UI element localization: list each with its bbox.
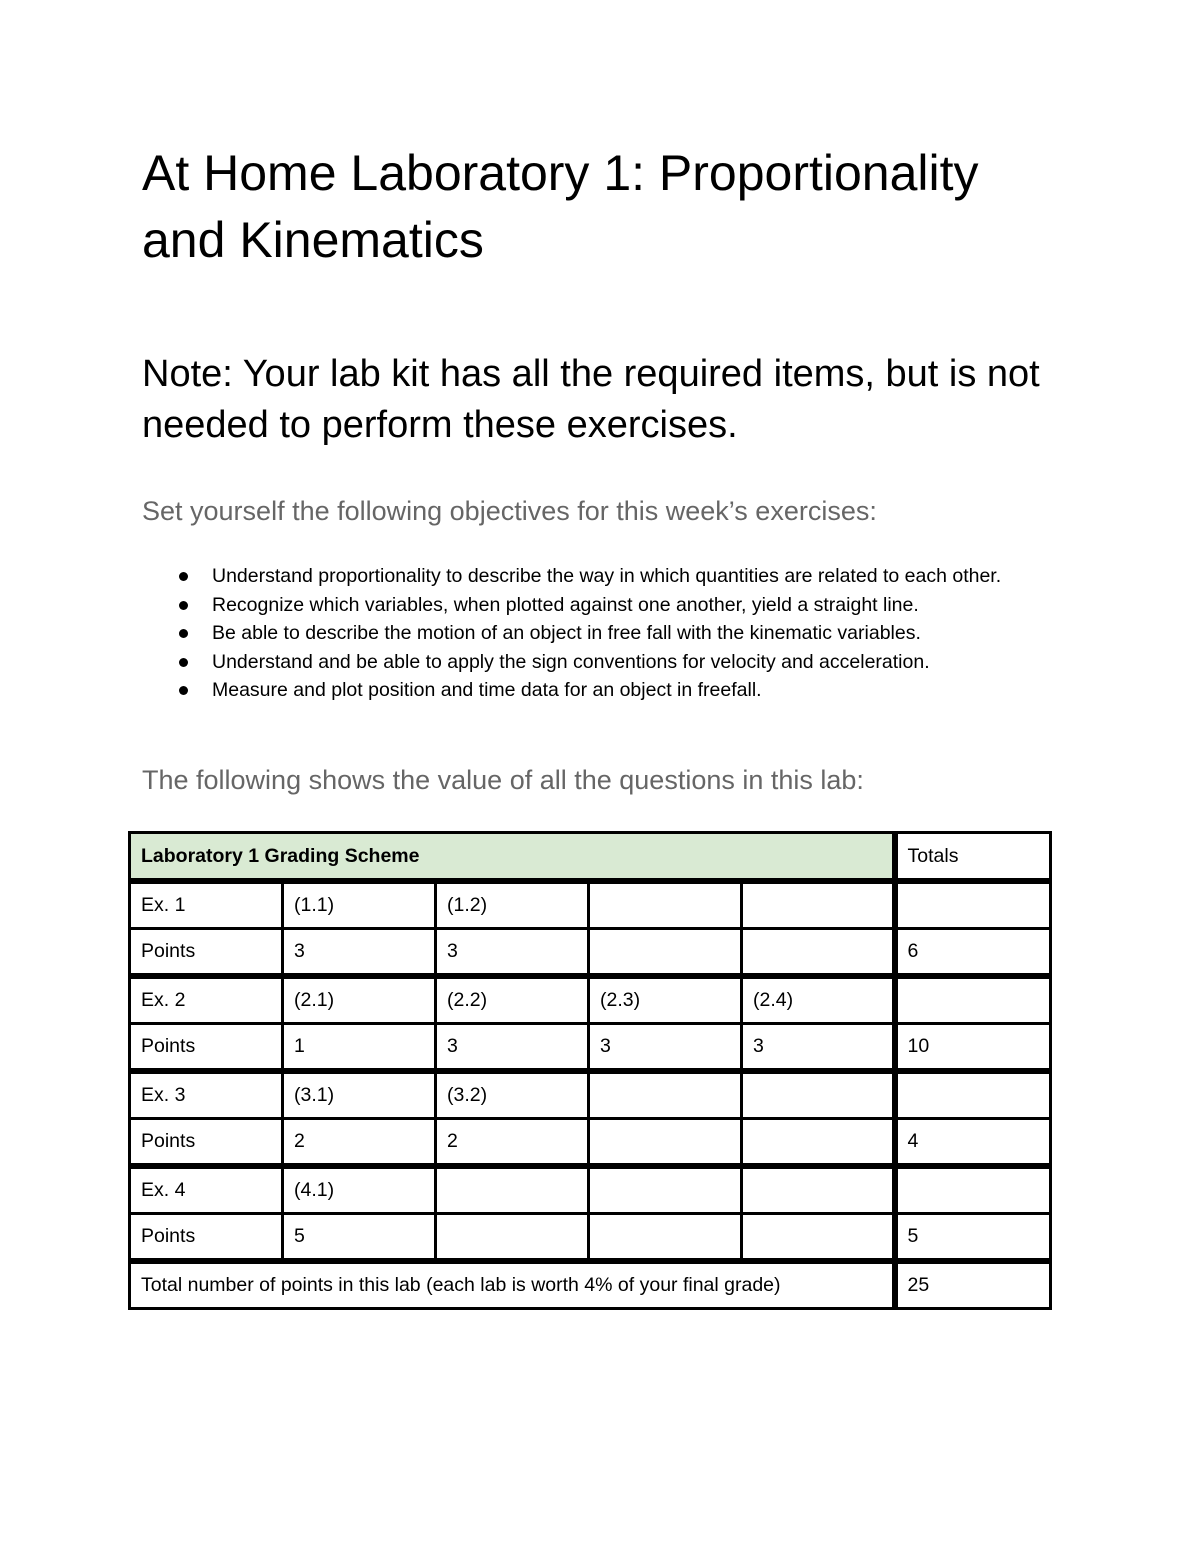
table-cell: Ex. 4 [130,1166,283,1214]
objective-text: Understand proportionality to describe the way in which quantities are related to each other. [212,565,1002,587]
table-cell: 2 [283,1119,436,1167]
table-cell: 3 [436,1024,589,1072]
table-cell: 2 [436,1119,589,1167]
table-cell [589,929,742,977]
table-row [130,1024,1051,1072]
table-cell [742,929,895,977]
bullet-icon [179,601,188,610]
table-cell: 3 [283,929,436,977]
table-cell: (2.3) [589,976,742,1024]
grading-scheme-header: Laboratory 1 Grading Scheme [130,833,895,882]
table-row [130,976,1051,1024]
total-cell [895,976,1051,1024]
table-cell: (2.1) [283,976,436,1024]
objective-item [142,619,1042,648]
objective-item [142,562,1042,591]
total-cell [895,1166,1051,1214]
table-cell: (2.2) [436,976,589,1024]
table-cell: 5 [283,1214,436,1262]
table-cell: 3 [436,929,589,977]
bullet-icon [179,572,188,581]
table-cell: Ex. 1 [130,881,283,929]
bullet-icon [179,686,188,695]
table-row [130,1166,1051,1214]
total-cell: 5 [895,1214,1051,1262]
objective-text: Understand and be able to apply the sign conventions for velocity and acceleration. [212,650,930,673]
total-cell [895,881,1051,929]
table-cell [436,1166,589,1214]
table-cell: Points [130,1024,283,1072]
totals-header: Totals [895,833,1051,882]
table-cell: Points [130,929,283,977]
table-row [130,1119,1051,1167]
total-cell: 4 [895,1119,1051,1167]
table-cell [589,1119,742,1167]
table-cell [589,1214,742,1262]
objective-text: Be able to describe the motion of an object in free fall with the kinematic variables. [212,622,921,644]
table-row [130,1071,1051,1119]
table-header-row [130,833,1051,882]
objective-item [142,648,1042,677]
bullet-icon [179,658,188,667]
total-cell [895,1071,1051,1119]
objectives-heading: Set yourself the following objectives for this week’s exercises: [142,496,877,526]
objective-text: Recognize which variables, when plotted against one another, yield a straight line. [212,593,919,616]
objective-item [142,676,1042,705]
table-cell: (1.1) [283,881,436,929]
table-cell: 3 [589,1024,742,1072]
table-total-row [130,1261,1051,1309]
lab-kit-note: Note: Your lab kit has all the required items, but is not needed to perform these exercises. [142,353,1040,446]
bullet-icon [179,629,188,638]
table-cell [589,881,742,929]
table-cell [742,1166,895,1214]
total-points-label: Total number of points in this lab (each lab is worth 4% of your final grade) [130,1261,895,1309]
table-cell: Points [130,1119,283,1167]
table-row [130,1214,1051,1262]
objective-item [142,591,1042,620]
grading-scheme-table [128,831,1052,1310]
table-cell: (1.2) [436,881,589,929]
objectives-list [142,562,1042,705]
objective-text: Measure and plot position and time data for an object in freefall. [212,679,762,701]
table-cell: Ex. 3 [130,1071,283,1119]
table-cell: (3.1) [283,1071,436,1119]
table-cell: (3.2) [436,1071,589,1119]
total-cell: 10 [895,1024,1051,1072]
table-cell: (2.4) [742,976,895,1024]
table-cell [742,1071,895,1119]
total-points-value: 25 [895,1261,1051,1309]
table-row [130,929,1051,977]
table-intro: The following shows the value of all the questions in this lab: [142,765,864,795]
table-cell [742,1119,895,1167]
table-cell: (4.1) [283,1166,436,1214]
document-title: At Home Laboratory 1: Proportionality and Kinematics [142,145,979,268]
table-cell: Points [130,1214,283,1262]
table-cell: 1 [283,1024,436,1072]
table-cell: Ex. 2 [130,976,283,1024]
table-cell [742,1214,895,1262]
table-cell: 3 [742,1024,895,1072]
table-cell [742,881,895,929]
table-cell [589,1166,742,1214]
table-cell [436,1214,589,1262]
table-cell [589,1071,742,1119]
table-row [130,881,1051,929]
total-cell: 6 [895,929,1051,977]
